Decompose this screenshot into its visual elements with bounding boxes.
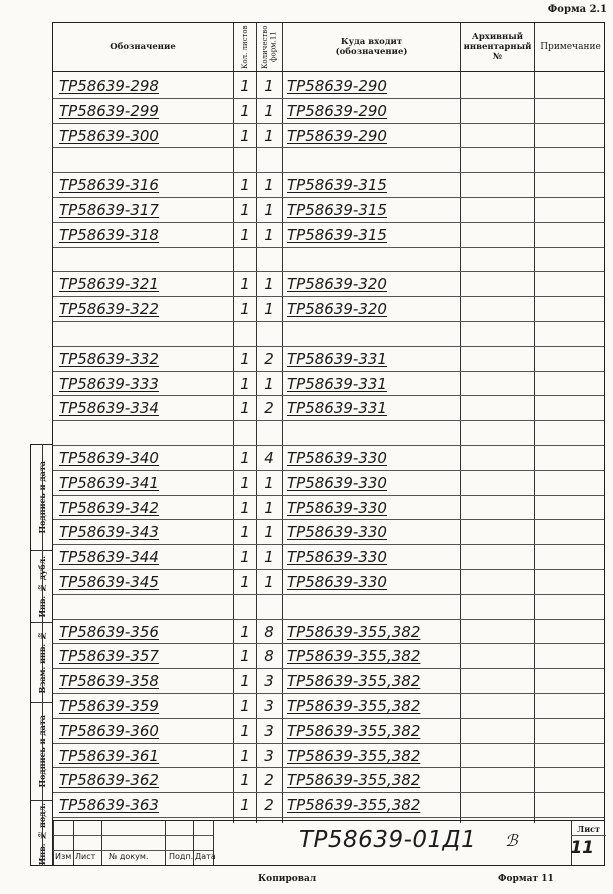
qty-cell: 3: [264, 721, 274, 740]
table-row: [53, 271, 604, 295]
sheets-cell: 1: [240, 449, 250, 467]
table-row: [53, 718, 604, 742]
sheets-cell: 1: [240, 771, 250, 790]
table-row: [53, 321, 604, 345]
sheets-cell: 1: [240, 349, 250, 368]
header-parent: Куда входит (обозначение): [335, 36, 408, 57]
sheets-cell: 1: [240, 697, 250, 715]
document-sheet: [52, 22, 605, 866]
parent-cell: ТР58639-315: [287, 176, 387, 195]
header-archive: Архивный инвентарный №: [463, 31, 532, 63]
table-row: [53, 470, 604, 494]
sheets-cell: 1: [240, 300, 250, 319]
sheets-cell: 1: [240, 721, 250, 740]
sheets-cell: 1: [240, 498, 250, 517]
table-row: [53, 693, 604, 717]
signature-mark: ℬ: [505, 831, 518, 850]
designation-cell: [59, 147, 231, 171]
sheets-cell: [237, 147, 253, 171]
stamp-cell-signature-date: Подпись и дата: [31, 445, 52, 551]
parent-cell: ТР58639-330: [287, 573, 387, 591]
header-qty: Количество форм.11: [261, 25, 278, 69]
qty-cell: 1: [264, 275, 274, 294]
footer-copied: Копировал: [258, 874, 317, 884]
table-row: [53, 519, 604, 543]
qty-cell: 8: [264, 647, 274, 666]
qty-cell: 2: [264, 796, 274, 815]
document-code: ТР58639-01Д1: [299, 827, 477, 853]
table-row: [53, 594, 604, 618]
table-row: [53, 296, 604, 320]
table-row: [53, 619, 604, 643]
parent-cell: ТР58639-355,382: [287, 672, 421, 691]
table-row: [53, 247, 604, 271]
parent-cell: [287, 147, 457, 171]
sheets-cell: [237, 594, 253, 618]
sheets-cell: 1: [240, 201, 250, 219]
designation-cell: ТР58639-333: [59, 374, 159, 393]
stamp-cell-original-inv: Инв. № подл.: [36, 802, 47, 866]
form-label: Форма 2.1: [547, 4, 607, 15]
sheets-cell: 1: [240, 672, 250, 691]
table-row: [53, 767, 604, 791]
sheet-label: Лист: [577, 824, 600, 834]
qty-cell: 3: [264, 697, 274, 715]
parent-cell: ТР58639-330: [287, 498, 387, 517]
table-row: [53, 172, 604, 196]
header-note: Примечание: [540, 41, 601, 52]
parent-cell: ТР58639-355,382: [287, 622, 421, 641]
designation-cell: ТР58639-345: [59, 573, 159, 591]
parent-cell: ТР58639-355,382: [287, 721, 421, 740]
designation-cell: ТР58639-340: [59, 449, 159, 467]
designation-cell: ТР58639-360: [59, 721, 159, 740]
designation-cell: ТР58639-343: [59, 523, 159, 542]
table-row: [53, 420, 604, 444]
designation-cell: [59, 594, 231, 618]
parent-cell: ТР58639-331: [287, 399, 387, 418]
table-row: [53, 371, 604, 395]
designation-cell: ТР58639-300: [59, 126, 159, 145]
table-row: [53, 495, 604, 519]
table-row: [53, 346, 604, 370]
qty-cell: 8: [264, 622, 274, 641]
designation-cell: ТР58639-316: [59, 176, 159, 195]
designation-cell: ТР58639-359: [59, 697, 159, 715]
designation-cell: ТР58639-318: [59, 225, 159, 244]
qty-cell: 1: [264, 101, 274, 120]
designation-cell: ТР58639-334: [59, 399, 159, 418]
parent-cell: ТР58639-320: [287, 275, 387, 294]
tb-col-date: Дата: [195, 852, 216, 861]
qty-cell: 3: [264, 746, 274, 765]
qty-cell: [259, 594, 279, 618]
qty-cell: 1: [264, 225, 274, 244]
designation-cell: [59, 420, 231, 444]
parent-cell: ТР58639-320: [287, 300, 387, 319]
parent-cell: ТР58639-330: [287, 548, 387, 567]
table-row: [53, 395, 604, 419]
sheets-cell: 1: [240, 647, 250, 666]
sheets-cell: 1: [240, 523, 250, 542]
designation-cell: ТР58639-362: [59, 771, 159, 790]
designation-cell: [59, 321, 231, 345]
qty-cell: 1: [264, 126, 274, 145]
sheets-cell: 1: [240, 225, 250, 244]
designation-cell: ТР58639-361: [59, 746, 159, 765]
qty-cell: [259, 321, 279, 345]
parent-cell: ТР58639-330: [287, 523, 387, 542]
qty-cell: 3: [264, 672, 274, 691]
designation-cell: ТР58639-342: [59, 498, 159, 517]
parent-cell: ТР58639-315: [287, 225, 387, 244]
qty-cell: 1: [264, 573, 274, 591]
designation-cell: ТР58639-321: [59, 275, 159, 294]
table-row: [53, 445, 604, 469]
parent-cell: ТР58639-355,382: [287, 771, 421, 790]
sheets-cell: [237, 247, 253, 271]
designation-cell: ТР58639-356: [59, 622, 159, 641]
tb-col-change: Изм: [55, 852, 72, 861]
sheets-cell: 1: [240, 275, 250, 294]
parent-cell: ТР58639-330: [287, 473, 387, 492]
sheets-cell: 1: [240, 77, 250, 95]
sheets-cell: 1: [240, 622, 250, 641]
table-row: [53, 73, 604, 97]
qty-cell: 1: [264, 523, 274, 542]
stamp-cell-duplicate-inv: Инв. № дубл.: [31, 551, 52, 623]
table-row: [53, 569, 604, 593]
designation-cell: ТР58639-332: [59, 349, 159, 368]
sheets-cell: 1: [240, 374, 250, 393]
table-row: [53, 222, 604, 246]
row-line: [53, 817, 604, 818]
designation-cell: ТР58639-322: [59, 300, 159, 319]
sheets-cell: 1: [240, 473, 250, 492]
parent-cell: [287, 594, 457, 618]
sheets-cell: 1: [240, 548, 250, 567]
parent-cell: ТР58639-355,382: [287, 647, 421, 666]
table-row: [53, 544, 604, 568]
qty-cell: 2: [264, 399, 274, 418]
qty-cell: 1: [264, 201, 274, 219]
qty-cell: 1: [264, 498, 274, 517]
stamp-cell-replacement-inv: Взам. инв. №: [31, 623, 52, 703]
parent-cell: ТР58639-355,382: [287, 746, 421, 765]
designation-cell: [59, 247, 231, 271]
tb-col-doc-no: № докум.: [109, 852, 149, 861]
sheets-cell: 1: [240, 573, 250, 591]
table-row: [53, 743, 604, 767]
tb-col-sheet: Лист: [75, 852, 96, 861]
qty-cell: 1: [264, 548, 274, 567]
table-row: [53, 123, 604, 147]
qty-cell: 2: [264, 349, 274, 368]
qty-cell: 1: [264, 77, 274, 95]
sheets-cell: 1: [240, 101, 250, 120]
qty-cell: 2: [264, 771, 274, 790]
sheets-cell: [237, 321, 253, 345]
qty-cell: 1: [264, 473, 274, 492]
sheets-cell: 1: [240, 399, 250, 418]
qty-cell: 1: [264, 176, 274, 195]
sheets-cell: 1: [240, 746, 250, 765]
designation-cell: ТР58639-298: [59, 77, 159, 95]
qty-cell: 1: [264, 300, 274, 319]
designation-cell: ТР58639-299: [59, 101, 159, 120]
table-row: [53, 147, 604, 171]
table-row: [53, 643, 604, 667]
tb-col-signature: Подп.: [169, 852, 194, 861]
parent-cell: [287, 420, 457, 444]
parent-cell: ТР58639-355,382: [287, 796, 421, 815]
parent-cell: ТР58639-331: [287, 349, 387, 368]
sheets-cell: 1: [240, 176, 250, 195]
table-row: [53, 668, 604, 692]
parent-cell: ТР58639-355,382: [287, 697, 421, 715]
designation-cell: ТР58639-341: [59, 473, 159, 492]
designation-cell: ТР58639-357: [59, 647, 159, 666]
designation-cell: ТР58639-344: [59, 548, 159, 567]
table-row: [53, 98, 604, 122]
table-row: [53, 197, 604, 221]
parent-cell: [287, 321, 457, 345]
parent-cell: ТР58639-290: [287, 77, 387, 95]
sheet-number: 11: [570, 838, 594, 858]
qty-cell: 1: [264, 374, 274, 393]
qty-cell: [259, 147, 279, 171]
sheets-cell: 1: [240, 126, 250, 145]
parent-cell: ТР58639-290: [287, 126, 387, 145]
designation-cell: ТР58639-317: [59, 201, 159, 219]
designation-cell: ТР58639-358: [59, 672, 159, 691]
qty-cell: [259, 247, 279, 271]
footer-format: Формат 11: [498, 874, 554, 884]
parent-cell: ТР58639-330: [287, 449, 387, 467]
table-row: [53, 792, 604, 816]
parent-cell: ТР58639-315: [287, 201, 387, 219]
sheets-cell: [237, 420, 253, 444]
title-block: [53, 820, 604, 865]
parent-cell: ТР58639-331: [287, 374, 387, 393]
parent-cell: ТР58639-290: [287, 101, 387, 120]
header-sheets: Кол. листов: [240, 25, 249, 69]
qty-cell: [259, 420, 279, 444]
parent-cell: [287, 247, 457, 271]
header-designation: Обозначение: [110, 41, 176, 52]
qty-cell: 4: [264, 449, 274, 467]
stamp-cell-signature-date-2: Подпись и дата: [31, 703, 52, 801]
header-bottom-line: [53, 71, 604, 72]
sheets-cell: 1: [240, 796, 250, 815]
designation-cell: ТР58639-363: [59, 796, 159, 815]
